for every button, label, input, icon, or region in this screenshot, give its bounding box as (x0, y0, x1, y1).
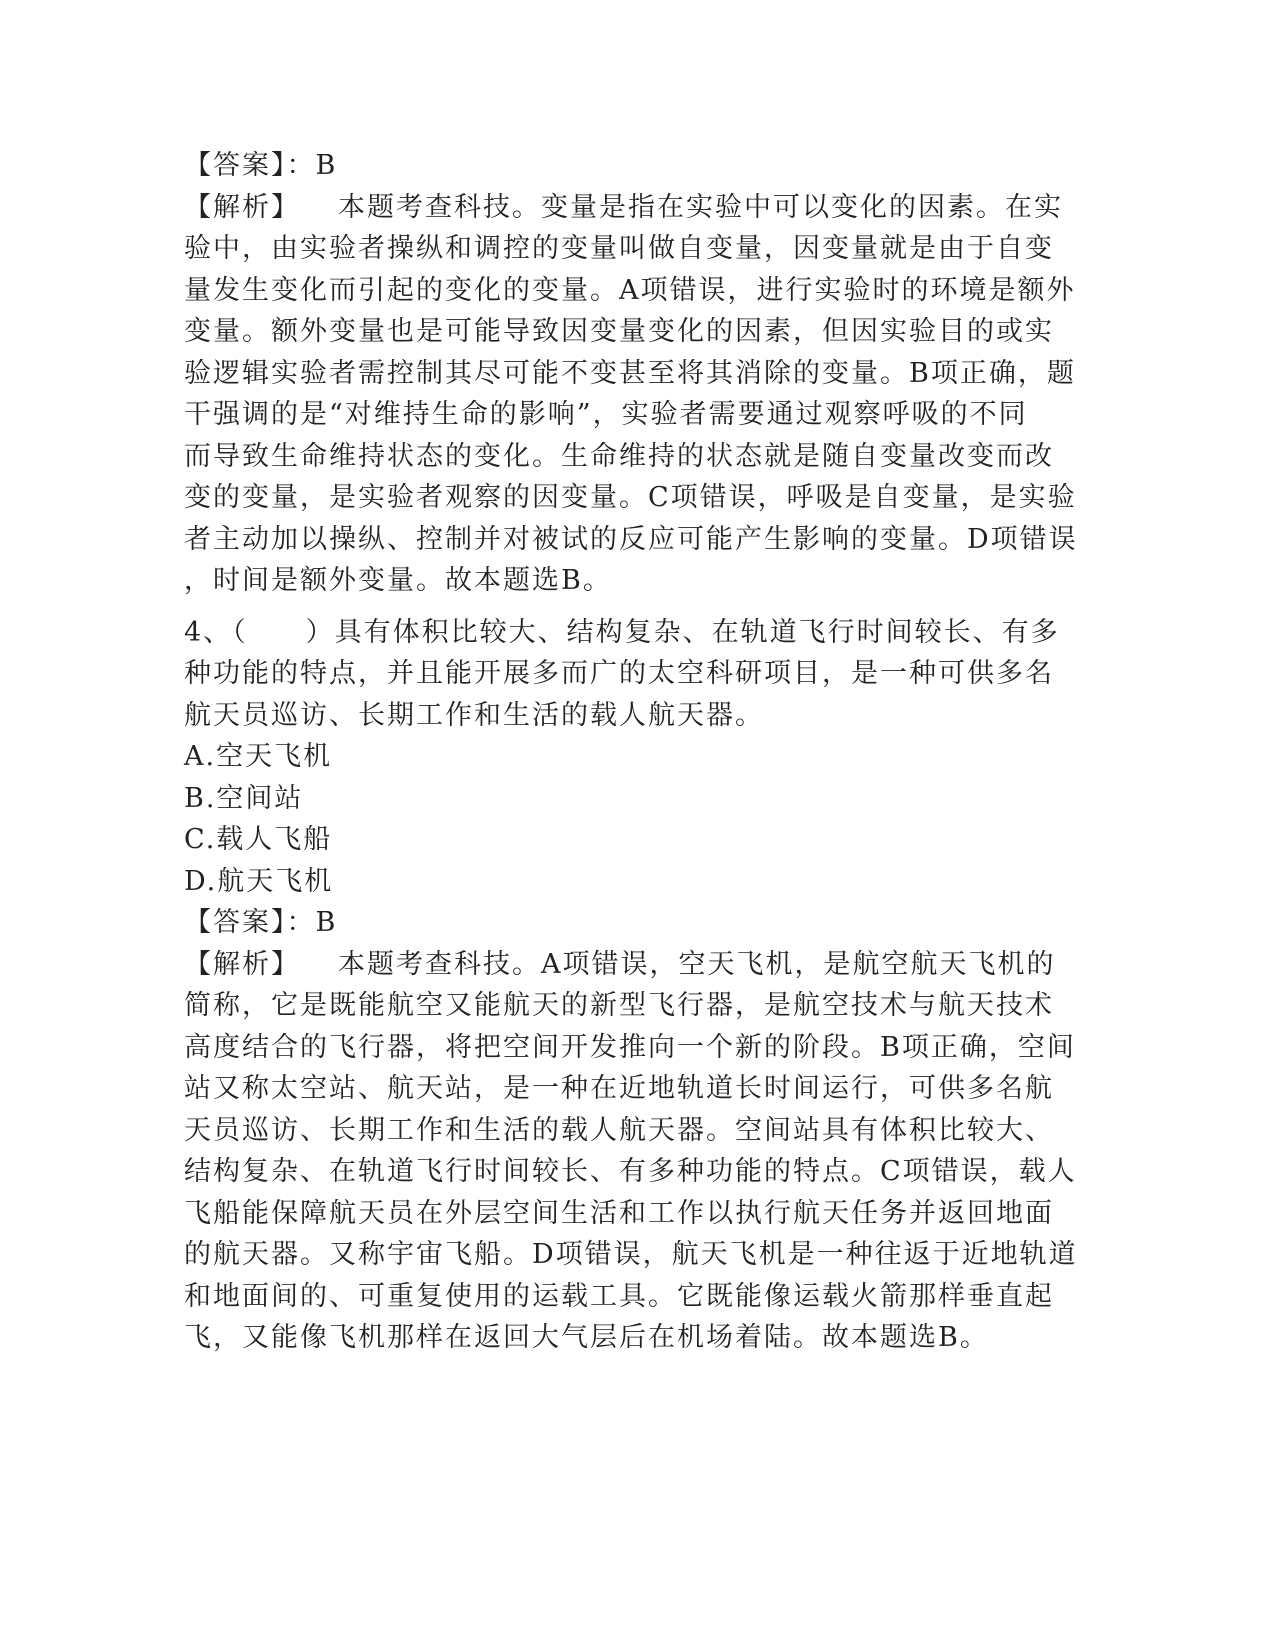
answer-label: 【答案】 (184, 150, 287, 181)
explanation-line: 简称，它是既能航空又能航天的新型飞行器，是航空技术与航天技术 (184, 990, 1054, 1021)
explanation-line: 干强调的是“对维持生命的影响”，实验者需要通过观察呼吸的不同 (184, 399, 1028, 430)
option-a: A.空天飞机 (184, 741, 333, 772)
explanation-line: 和地面间的、可重复使用的运载工具。它既能像运载火箭那样垂直起 (184, 1280, 1054, 1312)
q4-explanation (184, 944, 1078, 1359)
explanation-label: 【解析】 (184, 948, 300, 980)
explanation-line: 飞船能保障航天员在外层空间生活和工作以执行航天任务并返回地面 (184, 1197, 1054, 1229)
question-line: 航天员巡访、长期工作和生活的载人航天器。 (184, 699, 764, 731)
question-line: 种功能的特点，并且能开展多而广的太空科研项目，是一种可供多名 (184, 658, 1054, 689)
option-b: B.空间站 (184, 782, 304, 814)
answer-value: B (315, 150, 338, 181)
answer-separator: ： (286, 907, 316, 938)
answer-separator: ： (286, 150, 316, 181)
explanation-line: ，时间是额外变量。故本题选B。 (184, 565, 612, 596)
q3-explanation (184, 187, 1078, 602)
q4-question (184, 612, 1060, 737)
q3-answer (184, 145, 1044, 187)
explanation-line: 的航天器。又称宇宙飞船。D项错误，航天飞机是一种往返于近地轨道 (184, 1239, 1078, 1270)
q4-options (184, 736, 1044, 902)
explanation-line: 变量。额外变量也是可能导致因变量变化的因素，但因实验目的或实 (184, 316, 1054, 347)
explanation-line: 验逻辑实验者需控制其尽可能不变甚至将其消除的变量。B项正确，题 (184, 357, 1076, 389)
explanation-label: 【解析】 (184, 191, 300, 223)
explanation-line: 站又称太空站、航天站，是一种在近地轨道长时间运行，可供多名航 (184, 1073, 1054, 1104)
explanation-line: 飞，又能像飞机那样在返回大气层后在机场着陆。故本题选B。 (184, 1322, 989, 1353)
explanation-line: 天员巡访、长期工作和生活的载人航天器。空间站具有体积比较大、 (184, 1114, 1054, 1146)
explanation-line: 者主动加以操纵、控制并对被试的反应可能产生影响的变量。D项错误 (184, 523, 1078, 555)
explanation-line: 变的变量，是实验者观察的因变量。C项错误，呼吸是自变量，是实验 (184, 482, 1077, 513)
q4-answer (184, 902, 1044, 944)
option-c: C.载人飞船 (184, 824, 333, 855)
explanation-line: 验中，由实验者操纵和调控的变量叫做自变量，因变量就是由于自变 (184, 233, 1054, 264)
explanation-line: 量发生变化而引起的变化的变量。A项错误，进行实验时的环境是额外 (184, 274, 1076, 306)
answer-label: 【答案】 (184, 907, 287, 938)
explanation-line: 高度结合的飞行器，将把空间开发推向一个新的阶段。B项正确，空间 (184, 1031, 1076, 1063)
explanation-line: 结构复杂、在轨道飞行时间较长、有多种功能的特点。C项错误，载人 (184, 1156, 1077, 1187)
document-page (184, 145, 1078, 1359)
explanation-line: 【解析】 本题考查科技。变量是指在实验中可以变化的因素。在实 (184, 191, 1063, 223)
explanation-line: 而导致生命维持状态的变化。生命维持的状态就是随自变量改变而改 (184, 440, 1054, 472)
explanation-line: 【解析】 本题考查科技。A项错误，空天飞机，是航空航天飞机的 (184, 948, 1056, 980)
option-d: D.航天飞机 (184, 865, 334, 897)
answer-value: B (315, 907, 338, 938)
question-line: 4、（ ）具有体积比较大、结构复杂、在轨道飞行时间较长、有多 (184, 616, 1060, 648)
